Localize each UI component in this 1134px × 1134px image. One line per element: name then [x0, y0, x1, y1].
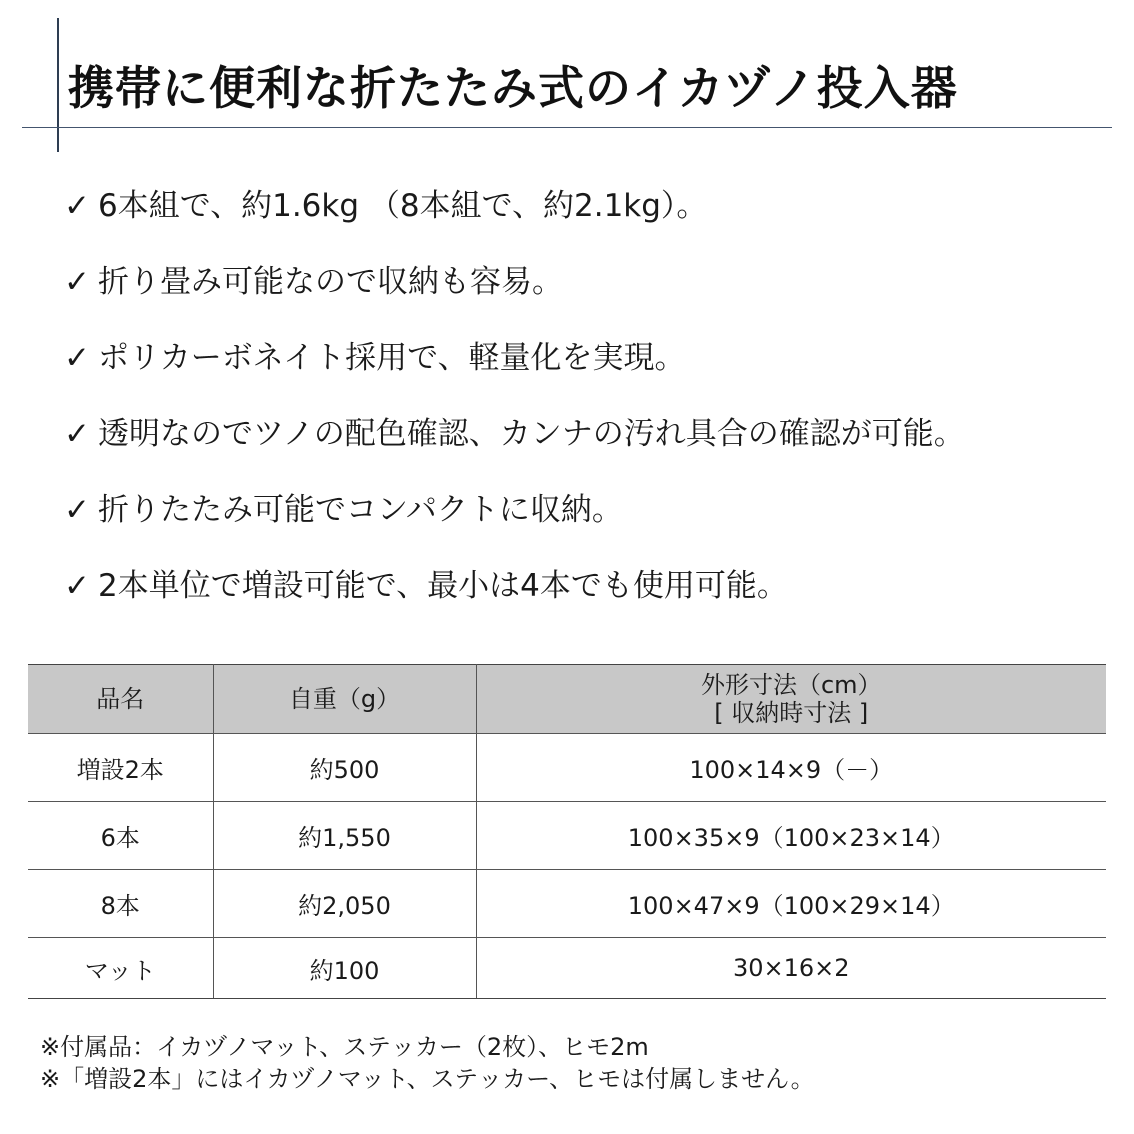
cell-weight: 約100 — [213, 938, 476, 999]
table-header-row — [28, 665, 1106, 734]
table-row — [28, 802, 1106, 870]
cell-name: 増設2本 — [28, 734, 213, 802]
cell-dimensions: 30×16×2 — [476, 938, 1106, 999]
header-dimensions — [476, 665, 1106, 734]
check-icon: ✓ — [64, 340, 90, 376]
title-underline — [22, 127, 1112, 128]
cell-name: マット — [28, 938, 213, 999]
feature-list — [64, 184, 965, 640]
cell-dimensions: 100×47×9（100×29×14） — [476, 870, 1106, 938]
feature-item — [64, 184, 965, 260]
cell-weight: 約2,050 — [213, 870, 476, 938]
title-accent-vertical-line — [57, 18, 59, 152]
feature-item — [64, 564, 965, 640]
cell-name: 6本 — [28, 802, 213, 870]
feature-item — [64, 488, 965, 564]
cell-dimensions: 100×35×9（100×23×14） — [476, 802, 1106, 870]
cell-weight: 約1,550 — [213, 802, 476, 870]
check-icon: ✓ — [64, 188, 90, 224]
check-icon: ✓ — [64, 416, 90, 452]
feature-item — [64, 336, 965, 412]
note-expansion: ※「増設2本」にはイカヅノマット、ステッカー、ヒモは付属しません。 — [40, 1065, 815, 1093]
feature-item — [64, 412, 965, 488]
check-icon: ✓ — [64, 568, 90, 604]
feature-item — [64, 260, 965, 336]
notes — [40, 1031, 815, 1095]
feature-text: ポリカーボネイト採用で、軽量化を実現。 — [98, 340, 686, 376]
feature-text: 折りたたみ可能でコンパクトに収納。 — [98, 492, 623, 528]
header-dimensions-line1: 外形寸法（cm） — [700, 671, 882, 699]
header-weight: 自重（g） — [213, 665, 476, 734]
feature-text: 2本単位で増設可能で、最小は4本でも使用可能。 — [98, 568, 788, 604]
spec-table — [28, 664, 1106, 999]
feature-text: 透明なのでツノの配色確認、カンナの汚れ具合の確認が可能。 — [98, 416, 965, 452]
table-row — [28, 734, 1106, 802]
cell-name: 8本 — [28, 870, 213, 938]
check-icon: ✓ — [64, 264, 90, 300]
page-title: 携帯に便利な折たたみ式のイカヅノ投入器 — [68, 61, 958, 115]
cell-dimensions: 100×14×9（－） — [476, 734, 1106, 802]
note-accessories: ※付属品：イカヅノマット、ステッカー（2枚）、ヒモ2m — [40, 1033, 649, 1061]
table-row — [28, 870, 1106, 938]
header-dimensions-line2: [ 収納時寸法 ] — [714, 699, 869, 727]
check-icon: ✓ — [64, 492, 90, 528]
cell-weight: 約500 — [213, 734, 476, 802]
header-name: 品名 — [28, 665, 213, 734]
table-row — [28, 938, 1106, 999]
feature-text: 折り畳み可能なので収納も容易。 — [98, 264, 563, 300]
feature-text: 6本組で、約1.6kg （8本組で、約2.1kg）。 — [98, 188, 708, 224]
